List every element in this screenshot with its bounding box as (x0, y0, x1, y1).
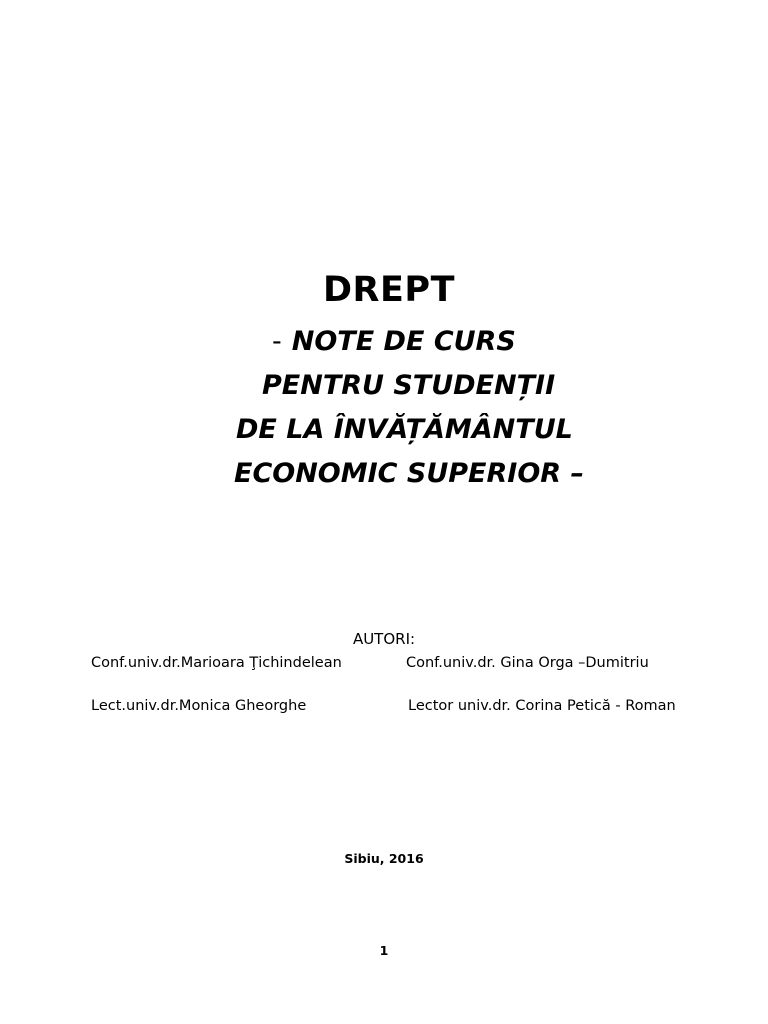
page-number: 1 (379, 943, 389, 958)
author-name: Conf.univ.dr.Marioara Ţichindelean (91, 655, 342, 671)
author-name: Lector univ.dr. Corina Petică - Roman (408, 698, 676, 714)
subtitle-line-4: ECONOMIC SUPERIOR – (234, 458, 584, 489)
authors-heading: AUTORI: (352, 630, 416, 648)
place-date: Sibiu, 2016 (344, 851, 424, 866)
author-name: Lect.univ.dr.Monica Gheorghe (91, 698, 307, 714)
author-name: Conf.univ.dr. Gina Orga –Dumitriu (406, 655, 649, 671)
subtitle-line-2: PENTRU STUDENȚII (262, 370, 556, 401)
subtitle-line-1-text: NOTE DE CURS (291, 326, 516, 357)
subtitle-line-1 (272, 326, 516, 357)
subtitle-dash: - (272, 326, 282, 357)
document-title: DREPT (323, 270, 455, 310)
subtitle-line-3: DE LA ÎNVĂȚĂMÂNTUL (236, 414, 573, 445)
